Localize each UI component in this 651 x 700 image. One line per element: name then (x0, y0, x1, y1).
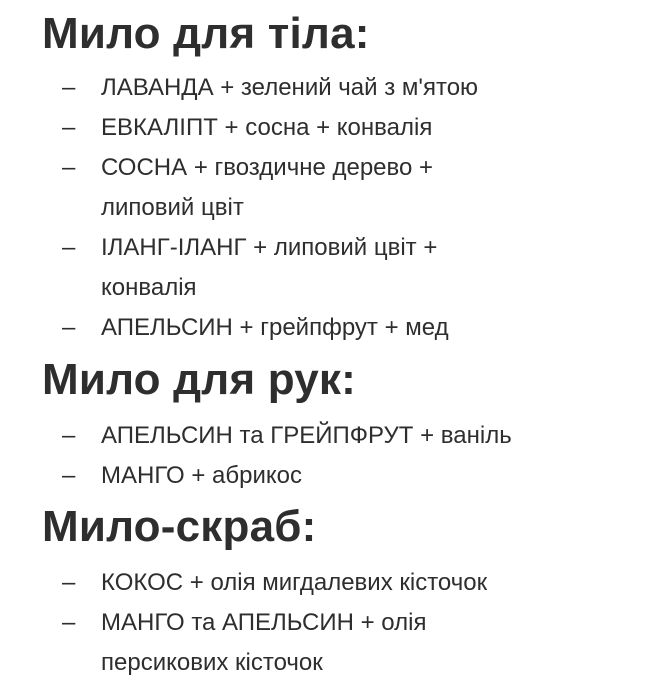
list-bullet: – (62, 569, 76, 596)
list-bullet: – (62, 422, 76, 449)
section-title-hand-soap: Мило для рук: (42, 355, 356, 404)
list-bullet: – (62, 234, 76, 261)
list-item-text: СОСНА + гвоздичне дерево + липовий цвіт (101, 154, 434, 221)
section-title-scrub-soap: Мило-скраб: (42, 502, 317, 551)
list-item-text: МАНГО та АПЕЛЬСИН + олія персикових кісточок (101, 609, 427, 676)
list-bullet: – (62, 114, 76, 141)
list-bullet: – (62, 74, 76, 101)
list-item-text: ІЛАНГ-ІЛАНГ + липовий цвіт + конвалія (101, 234, 438, 301)
list-bullet: – (62, 462, 76, 489)
list-item-text: МАНГО + абрикос (101, 462, 302, 489)
list-item-text: КОКОС + олія мигдалевих кісточок (101, 569, 488, 596)
list-bullet: – (62, 609, 76, 636)
list-item-text: ЛАВАНДА + зелений чай з м'ятою (101, 74, 479, 101)
list-item-text: ЕВКАЛІПТ + сосна + конвалія (101, 114, 433, 141)
list-bullet: – (62, 154, 76, 181)
list-item-text: АПЕЛЬСИН + грейпфрут + мед (101, 314, 449, 341)
section-title-body-soap: Мило для тіла: (42, 9, 370, 58)
list-bullet: – (62, 314, 76, 341)
list-item-text: АПЕЛЬСИН та ГРЕЙПФРУТ + ваніль (101, 422, 512, 449)
